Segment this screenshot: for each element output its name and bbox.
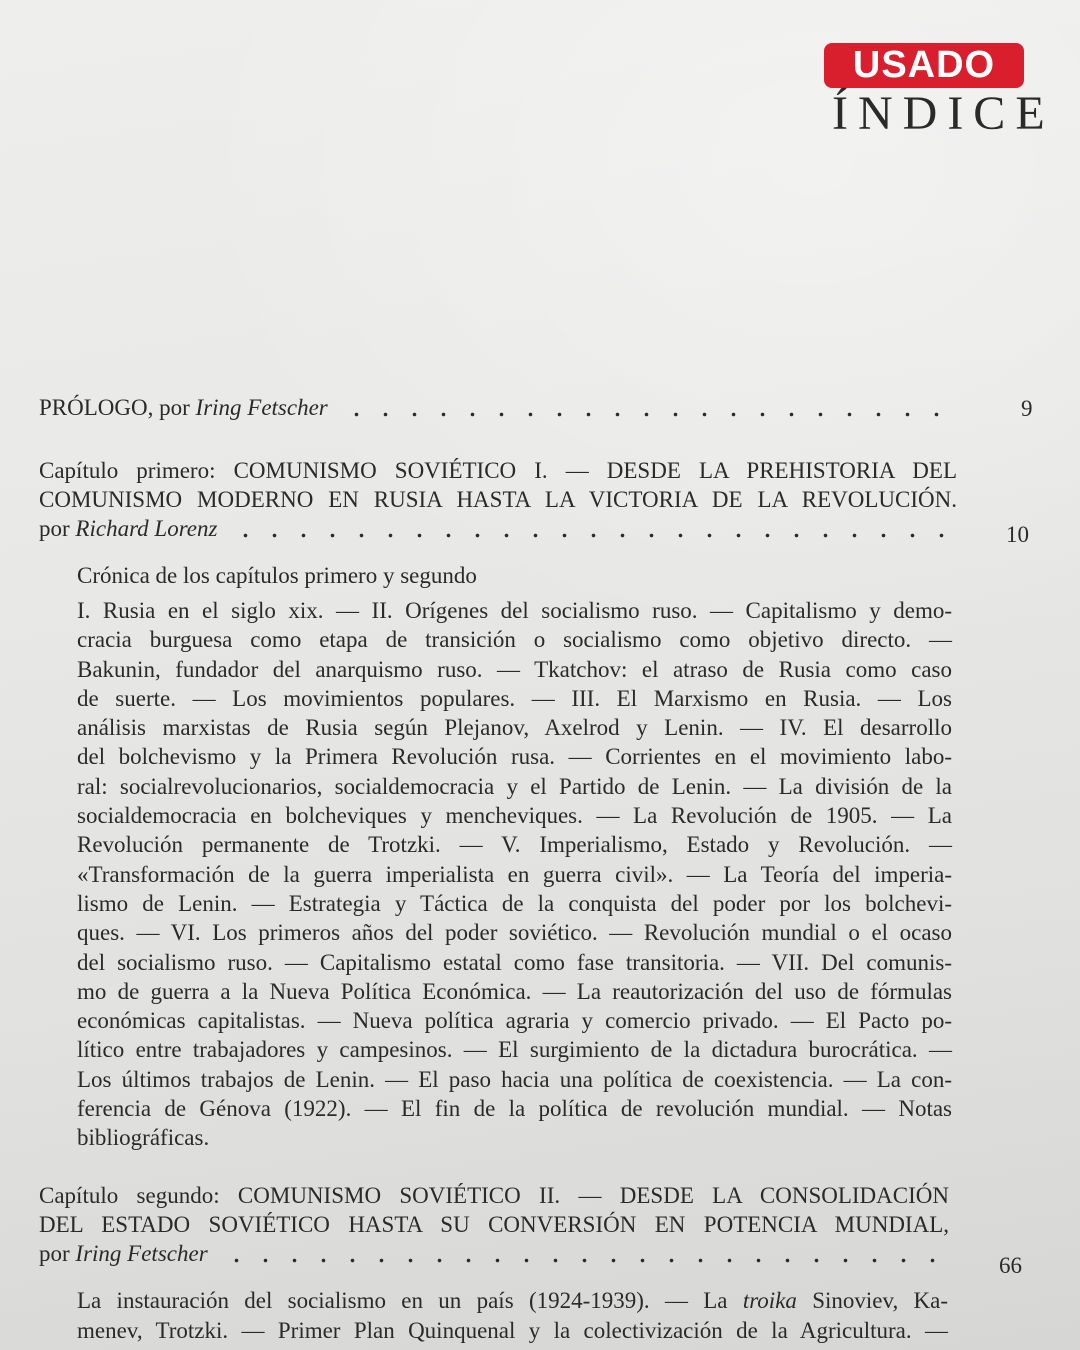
chapter-1-by: por — [39, 516, 70, 541]
prologue-text — [39, 393, 328, 422]
prologue-author: Iring Fetscher — [195, 395, 328, 420]
chapter-2-heading-line — [39, 1181, 949, 1210]
chapter-1-label: Capítulo primero: — [39, 458, 216, 483]
chapter-1-author: Richard Lorenz — [75, 516, 218, 541]
prologue-row — [39, 393, 957, 422]
dot-leader — [223, 514, 957, 543]
prologue-page-number: 9 — [1021, 396, 1033, 421]
chapter-2-author-row — [39, 1239, 949, 1268]
chapter-2-summary — [77, 1286, 948, 1345]
summary-text: Sinoviev, Ka- — [796, 1288, 949, 1313]
summary-line: lismo de Lenin. — Estrategia y Táctica de la conquista del poder por los bolchevi- — [77, 890, 952, 916]
used-badge: USADO — [824, 43, 1024, 88]
summary-text: La instauración del socialismo en un país (1924-1939). — La — [77, 1288, 743, 1313]
summary-line: ques. — VI. Los primeros años del poder soviético. — Revolución mundial o el ocaso — [77, 920, 952, 946]
chapter-2-byline — [39, 1239, 208, 1268]
summary-line: Los últimos trabajos de Lenin. — El paso hacia una política de coexistencia. — La con- — [77, 1066, 952, 1092]
summary-line: bibliográficas. — [77, 1125, 210, 1151]
summary-line: de suerte. — Los movimientos populares. — III. El Marxismo en Rusia. — Los — [77, 685, 952, 711]
summary-line: cracia burguesa como etapa de transición o socialismo como objetivo directo. — — [77, 627, 952, 653]
summary-line: económicas capitalistas. — Nueva política agraria y comercio privado. — El Pacto po- — [77, 1008, 952, 1034]
chapter-1-author-row — [39, 514, 957, 543]
summary-line: Bakunin, fundador del anarquismo ruso. — Tkatchov: el atraso de Rusia como caso — [77, 656, 952, 682]
chapter-2-author: Iring Fetscher — [75, 1241, 208, 1266]
dot-leader — [214, 1239, 949, 1268]
dot-leader — [334, 393, 957, 422]
chapter-1-summary — [77, 596, 952, 1153]
summary-line: socialdemocracia en bolcheviques y mencheviques. — La Revolución de 1905. — La — [77, 803, 952, 829]
summary-line: menev, Trotzki. — Primer Plan Quinquenal y la colectivización de la Agricultura. — — [77, 1317, 948, 1343]
chapter-2-page-number: 66 — [999, 1253, 1022, 1278]
summary-line: lítico entre trabajadores y campesinos. — El surgimiento de la dictadura burocrática. — — [77, 1037, 952, 1063]
chapter-2-label: Capítulo segundo: — [39, 1183, 220, 1208]
chapter-1-heading-line — [39, 456, 957, 485]
summary-line: Revolución permanente de Trotzki. — V. Imperialismo, Estado y Revolución. — — [77, 832, 952, 858]
chapter-1-heading-line: COMUNISMO MODERNO EN RUSIA HASTA LA VICTORIA DE LA REVOLUCIÓN. — [39, 487, 957, 512]
summary-title-text: Crónica de los capítulos primero y segundo — [77, 563, 477, 588]
chapter-2-heading-line: DEL ESTADO SOVIÉTICO HASTA SU CONVERSIÓN EN POTENCIA MUNDIAL, — [39, 1212, 949, 1237]
summary-line: del socialismo ruso. — Capitalismo estatal como fase transitoria. — VII. Del comunis- — [77, 949, 952, 975]
summary-line: mo de guerra a la Nueva Política Económica. — La reautorización del uso de fórmulas — [77, 978, 952, 1004]
toc-entry-prologue — [39, 393, 957, 422]
prologue-label: PRÓLOGO, por — [39, 395, 190, 420]
summary-line: ral: socialrevolucionarios, socialdemocracia y el Partido de Lenin. — La división de la — [77, 773, 952, 799]
summary-line: ferencia de Génova (1922). — El fin de la política de revolución mundial. — Notas — [77, 1096, 952, 1122]
page-title: ÍNDICE — [832, 87, 1055, 140]
toc-entry-chapter-2 — [39, 1181, 949, 1268]
chapter-1-byline — [39, 514, 217, 543]
chapter-2-by: por — [39, 1241, 70, 1266]
chapter-1-page-number: 10 — [1006, 522, 1029, 547]
chapter-1-summary-title — [77, 561, 477, 590]
summary-line — [77, 1286, 948, 1316]
chapter-2-title-part: COMUNISMO SOVIÉTICO II. — DESDE LA CONSOLIDACIÓN — [237, 1183, 949, 1208]
summary-line: del bolchevismo y la Primera Revolución rusa. — Corrientes en el movimiento labo- — [77, 744, 952, 770]
summary-line: I. Rusia en el siglo xix. — II. Orígenes del socialismo ruso. — Capitalismo y demo- — [77, 598, 952, 623]
summary-emphasis: troika — [742, 1288, 797, 1313]
chapter-1-title-part: COMUNISMO SOVIÉTICO I. — DESDE LA PREHISTORIA DEL — [233, 458, 958, 483]
summary-line: análisis marxistas de Rusia según Plejanov, Axelrod y Lenin. — IV. El desarrollo — [77, 715, 952, 741]
toc-entry-chapter-1 — [39, 456, 957, 543]
summary-line: «Transformación de la guerra imperialista en guerra civil». — La Teoría del imperia- — [77, 861, 952, 887]
